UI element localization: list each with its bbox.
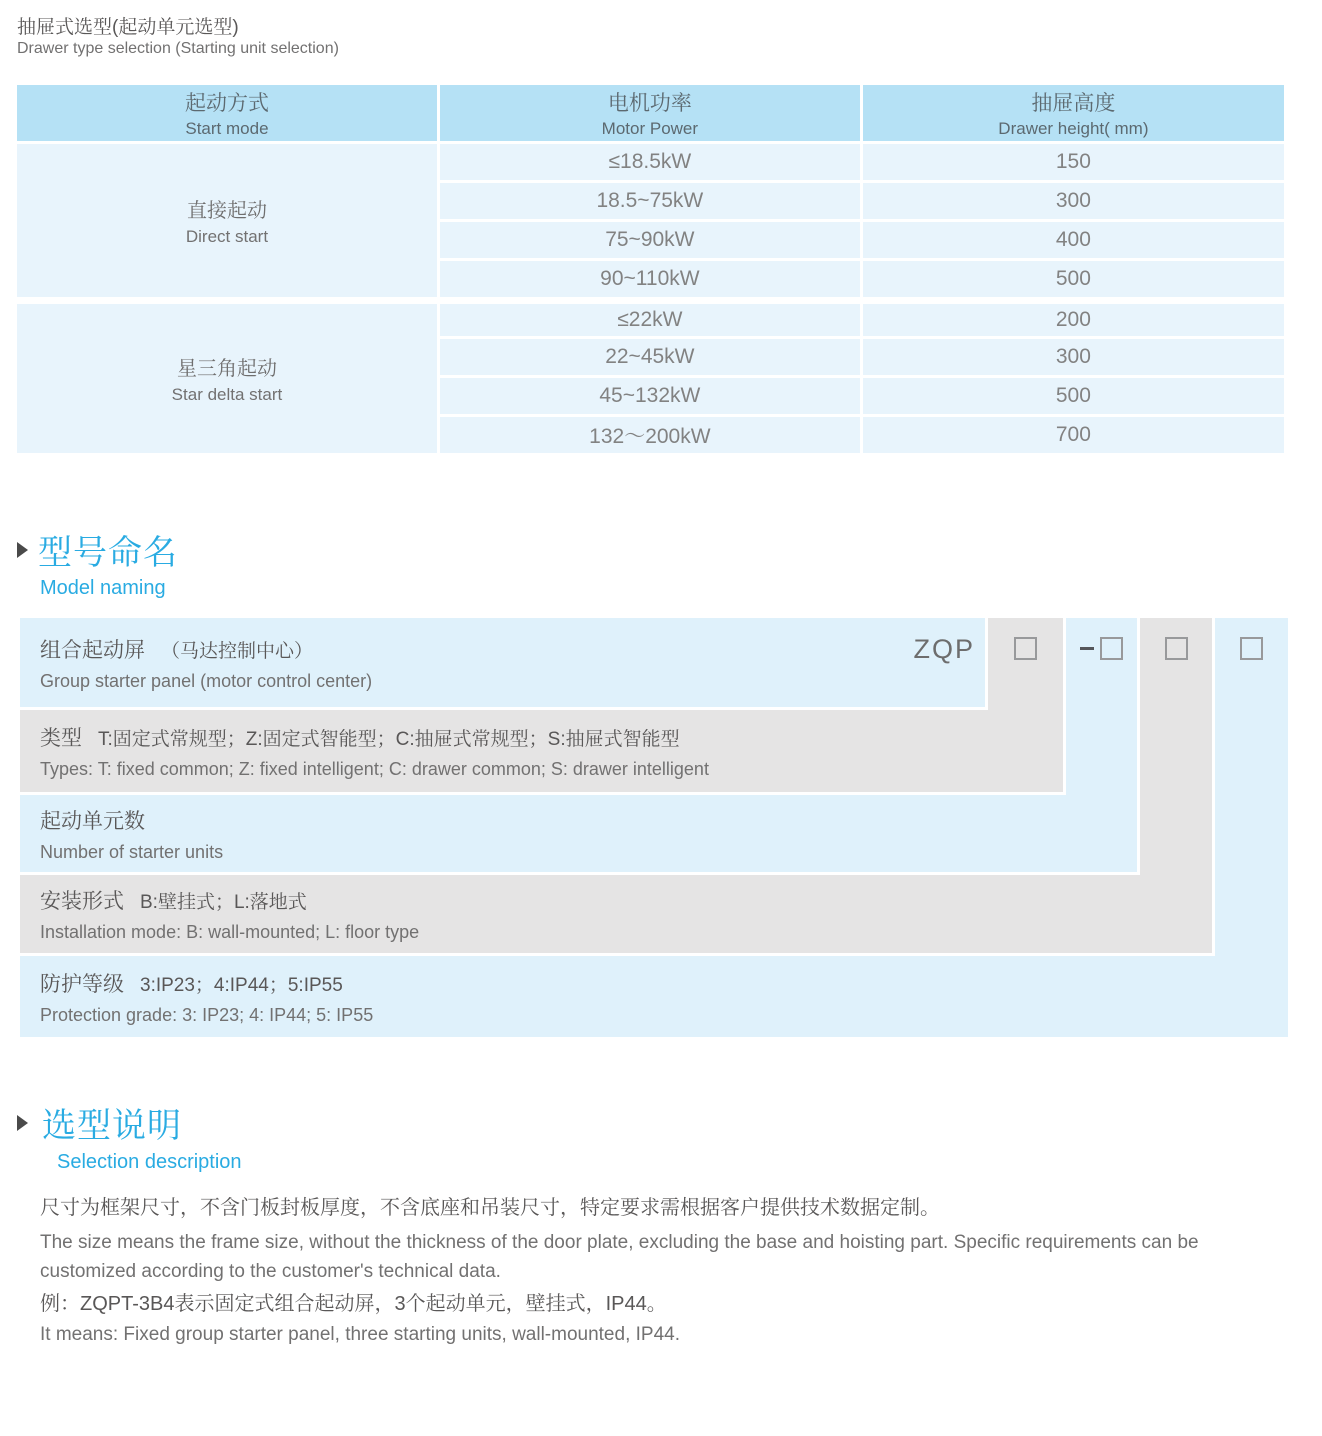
power-cell: ≤22kW — [440, 300, 860, 336]
band-label-zh: 类型 — [40, 727, 82, 750]
naming-band-types — [20, 710, 1063, 792]
col-header-zh: 抽屉高度 — [1031, 92, 1116, 115]
band-detail-zh: 3:IP23；4:IP44；5:IP55 — [140, 974, 343, 996]
band-en: Number of starter units — [40, 841, 224, 862]
height-cell: 400 — [863, 222, 1284, 258]
code-box-icon — [1100, 637, 1123, 660]
code-slot-type — [988, 618, 1063, 792]
mode-cell-direct-start — [17, 144, 437, 297]
code-box-icon — [1165, 637, 1188, 660]
model-naming-diagram — [20, 618, 1288, 1037]
height-cell: 300 — [863, 183, 1284, 219]
table-row — [17, 300, 1284, 336]
band-en: Types: T: fixed common; Z: fixed intelligent; C: drawer common; S: drawer intelligent — [40, 759, 709, 779]
naming-band-protection-grade — [20, 956, 1288, 1037]
band-label-zh: 起动单元数 — [40, 809, 145, 833]
table-header-row — [17, 85, 1284, 141]
model-naming-subheading: Model naming — [40, 577, 166, 599]
code-box-icon — [1240, 637, 1263, 660]
dash-icon — [1080, 647, 1094, 650]
naming-band-installation-mode — [20, 875, 1212, 953]
band-detail-zh: （马达控制中心） — [161, 640, 314, 662]
col-header-en: Motor Power — [601, 119, 699, 138]
col-header-motor-power — [440, 85, 860, 141]
mode-en: Star delta start — [171, 385, 283, 404]
mode-zh: 直接起动 — [186, 200, 267, 222]
drawer-selection-table — [14, 82, 1287, 456]
power-cell: 45~132kW — [440, 378, 860, 414]
power-cell: 22~45kW — [440, 339, 860, 375]
mode-en: Direct start — [185, 227, 269, 246]
band-detail-zh: B:壁挂式；L:落地式 — [140, 892, 307, 913]
page-title: 抽屉式选型(起动单元选型) — [17, 17, 239, 38]
band-zh — [40, 968, 1288, 998]
band-label-zh: 安装形式 — [40, 890, 124, 913]
selection-heading: 选型说明 — [42, 1107, 182, 1145]
height-cell: 700 — [863, 417, 1284, 453]
height-cell: 300 — [863, 339, 1284, 375]
code-box-icon — [1014, 637, 1037, 660]
code-slot-installation — [1140, 618, 1212, 953]
col-header-start-mode — [17, 85, 437, 141]
height-cell: 500 — [863, 261, 1284, 297]
mode-zh: 星三角起动 — [176, 358, 277, 380]
height-cell: 150 — [863, 144, 1284, 180]
band-detail-zh: T:固定式常规型；Z:固定式智能型；C:抽屉式常规型；S:抽屉式智能型 — [98, 729, 680, 750]
power-cell: ≤18.5kW — [440, 144, 860, 180]
col-header-zh: 电机功率 — [607, 92, 692, 115]
mode-cell-star-delta-start — [17, 300, 437, 453]
col-header-en: Drawer height( mm) — [998, 119, 1149, 138]
code-slot-units — [1066, 618, 1137, 872]
section-bullet-icon — [17, 542, 28, 558]
model-naming-heading: 型号命名 — [38, 534, 178, 572]
band-en: Protection grade: 3: IP23; 4: IP44; 5: IP55 — [40, 1004, 374, 1025]
band-zh — [40, 805, 1137, 835]
selection-subheading: Selection description — [57, 1151, 242, 1173]
power-cell: 132～200kW — [440, 417, 860, 453]
power-cell: 18.5~75kW — [440, 183, 860, 219]
power-cell: 75~90kW — [440, 222, 860, 258]
height-cell: 500 — [863, 378, 1284, 414]
model-prefix: ZQP — [913, 634, 975, 664]
band-zh — [40, 722, 1063, 752]
page-subtitle: Drawer type selection (Starting unit selection) — [17, 40, 339, 57]
section-bullet-icon — [17, 1115, 28, 1131]
selection-example-zh: 例：ZQPT-3B4表示固定式组合起动屏，3个起动单元，壁挂式，IP44。 — [40, 1293, 667, 1315]
band-label-zh: 组合起动屏 — [40, 638, 145, 662]
band-label-zh: 防护等级 — [40, 972, 124, 996]
selection-example-en: It means: Fixed group starter panel, three starting units, wall-mounted, IP44. — [40, 1324, 680, 1345]
power-cell: 90~110kW — [440, 261, 860, 297]
table-row — [17, 144, 1284, 180]
height-cell: 200 — [863, 300, 1284, 336]
naming-band-group-starter-panel — [20, 618, 985, 707]
col-header-zh: 起动方式 — [184, 92, 269, 115]
band-en: Installation mode: B: wall-mounted; L: floor type — [40, 922, 420, 942]
selection-paragraph-zh: 尺寸为框架尺寸，不含门板封板厚度，不含底座和吊装尺寸，特定要求需根据客户提供技术数据定制。 — [40, 1197, 940, 1219]
selection-paragraph-en: The size means the frame size, without the thickness of the door plate, excluding the base and hoisting part. Specific requirements can be customized according to the customer's technical data. — [40, 1232, 1199, 1282]
naming-band-starter-units — [20, 795, 1137, 872]
band-zh — [40, 634, 985, 664]
band-en: Group starter panel (motor control center) — [40, 670, 373, 691]
col-header-drawer-height — [863, 85, 1284, 141]
col-header-en: Start mode — [185, 119, 269, 138]
code-slot-protection — [1215, 618, 1288, 1037]
band-zh — [40, 885, 1212, 915]
